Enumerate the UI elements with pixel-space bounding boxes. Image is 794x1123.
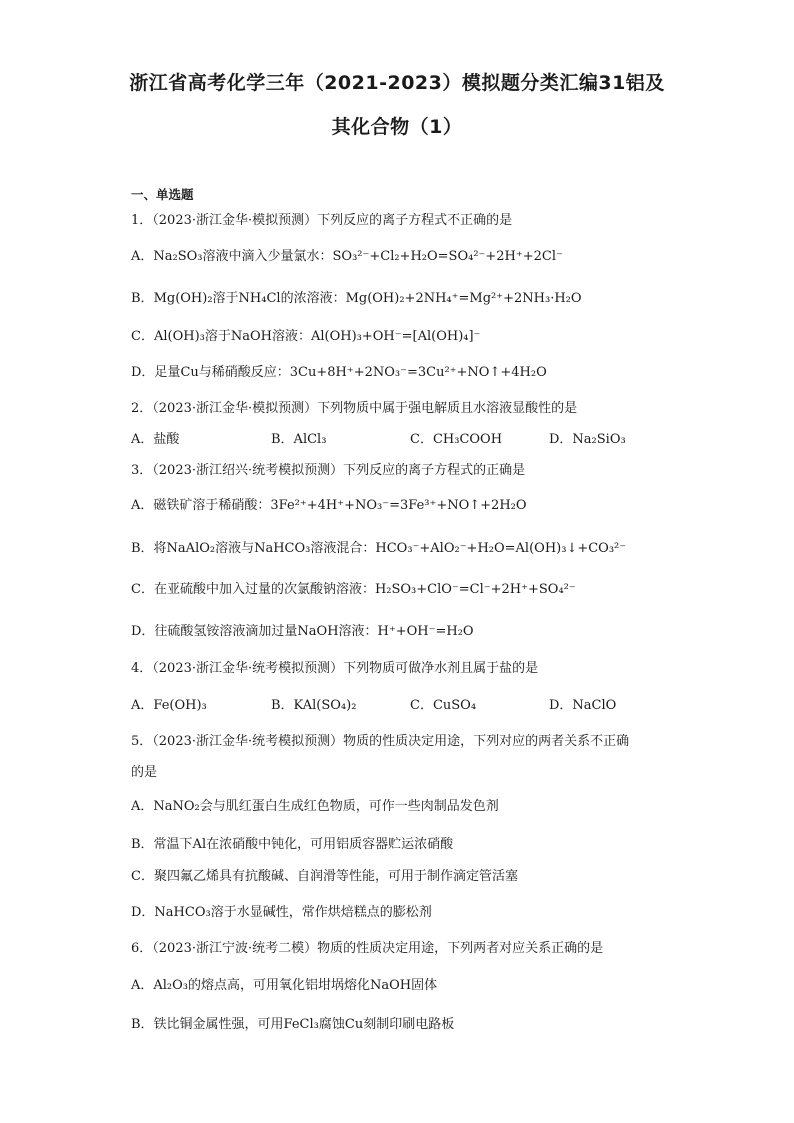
question-5-option-b: B．常温下Al在浓硝酸中钝化，可用铝质容器贮运浓硝酸 — [131, 837, 454, 852]
question-5-option-c: C．聚四氟乙烯具有抗酸碱、自润滑等性能，可用于制作滴定管活塞 — [131, 869, 518, 884]
question-5-option-d: D．NaHCO₃溶于水显碱性，常作烘焙糕点的膨松剂 — [131, 905, 432, 920]
question-5-stem-line-2: 的是 — [131, 765, 158, 780]
document-title-line-2: 其化合物（1） — [331, 116, 463, 138]
question-4-option-d: D．NaClO — [549, 698, 617, 713]
question-1-option-a: A．Na₂SO₃溶液中滴入少量氯水：SO₃²⁻+Cl₂+H₂O=SO₄²⁻+2H⁺+2Cl⁻ — [131, 249, 563, 264]
question-4-option-a: A．Fe(OH)₃ — [131, 698, 207, 713]
question-1-option-b: B．Mg(OH)₂溶于NH₄Cl的浓溶液：Mg(OH)₂+2NH₄⁺=Mg²⁺+2NH₃·H₂O — [131, 291, 582, 306]
question-1-option-c: C．Al(OH)₃溶于NaOH溶液：Al(OH)₃+OH⁻=[Al(OH)₄]⁻ — [131, 329, 481, 344]
question-5-option-a: A．NaNO₂会与肌红蛋白生成红色物质，可作一些肉制品发色剂 — [131, 799, 499, 814]
question-4-stem: 4．（2023·浙江金华·统考模拟预测）下列物质可做净水剂且属于盐的是 — [131, 661, 539, 676]
question-2-option-b: B．AlCl₃ — [271, 432, 327, 447]
question-3-stem: 3．（2023·浙江绍兴·统考模拟预测）下列反应的离子方程式的正确是 — [131, 463, 526, 478]
question-6-option-a: A．Al₂O₃的熔点高，可用氧化铝坩埚熔化NaOH固体 — [131, 978, 438, 993]
question-1-stem: 1．（2023·浙江金华·模拟预测）下列反应的离子方程式不正确的是 — [131, 213, 513, 228]
question-3-option-a: A．磁铁矿溶于稀硝酸：3Fe²⁺+4H⁺+NO₃⁻=3Fe³⁺+NO↑+2H₂O — [131, 498, 527, 513]
question-3-option-b: B．将NaAlO₂溶液与NaHCO₃溶液混合：HCO₃⁻+AlO₂⁻+H₂O=Al(OH)₃↓+CO₃²⁻ — [131, 541, 627, 556]
question-3-option-d: D．往硫酸氢铵溶液滴加过量NaOH溶液：H⁺+OH⁻=H₂O — [131, 624, 474, 639]
question-1-option-d: D．足量Cu与稀硝酸反应：3Cu+8H⁺+2NO₃⁻=3Cu²⁺+NO↑+4H₂O — [131, 365, 547, 380]
document-title-line-1: 浙江省高考化学三年（2021-2023）模拟题分类汇编31铝及 — [129, 72, 665, 94]
section-heading: 一、单选题 — [131, 187, 194, 202]
question-2-option-a: A．盐酸 — [131, 432, 180, 447]
question-5-stem-line-1: 5．（2023·浙江金华·统考模拟预测）物质的性质决定用途，下列对应的两者关系不正确 — [131, 734, 630, 749]
question-6-stem: 6．（2023·浙江宁波·统考二模）物质的性质决定用途，下列两者对应关系正确的是 — [131, 941, 604, 956]
question-2-option-c: C．CH₃COOH — [410, 432, 503, 447]
question-2-option-d: D．Na₂SiO₃ — [549, 432, 626, 447]
question-4-option-b: B．KAl(SO₄)₂ — [271, 698, 357, 713]
question-4-option-c: C．CuSO₄ — [410, 698, 477, 713]
question-3-option-c: C．在亚硫酸中加入过量的次氯酸钠溶液：H₂SO₃+ClO⁻=Cl⁻+2H⁺+SO₄²⁻ — [131, 582, 576, 597]
question-6-option-b: B．铁比铜金属性强，可用FeCl₃腐蚀Cu刻制印刷电路板 — [131, 1017, 455, 1032]
question-2-stem: 2．（2023·浙江金华·模拟预测）下列物质中属于强电解质且水溶液显酸性的是 — [131, 401, 578, 416]
